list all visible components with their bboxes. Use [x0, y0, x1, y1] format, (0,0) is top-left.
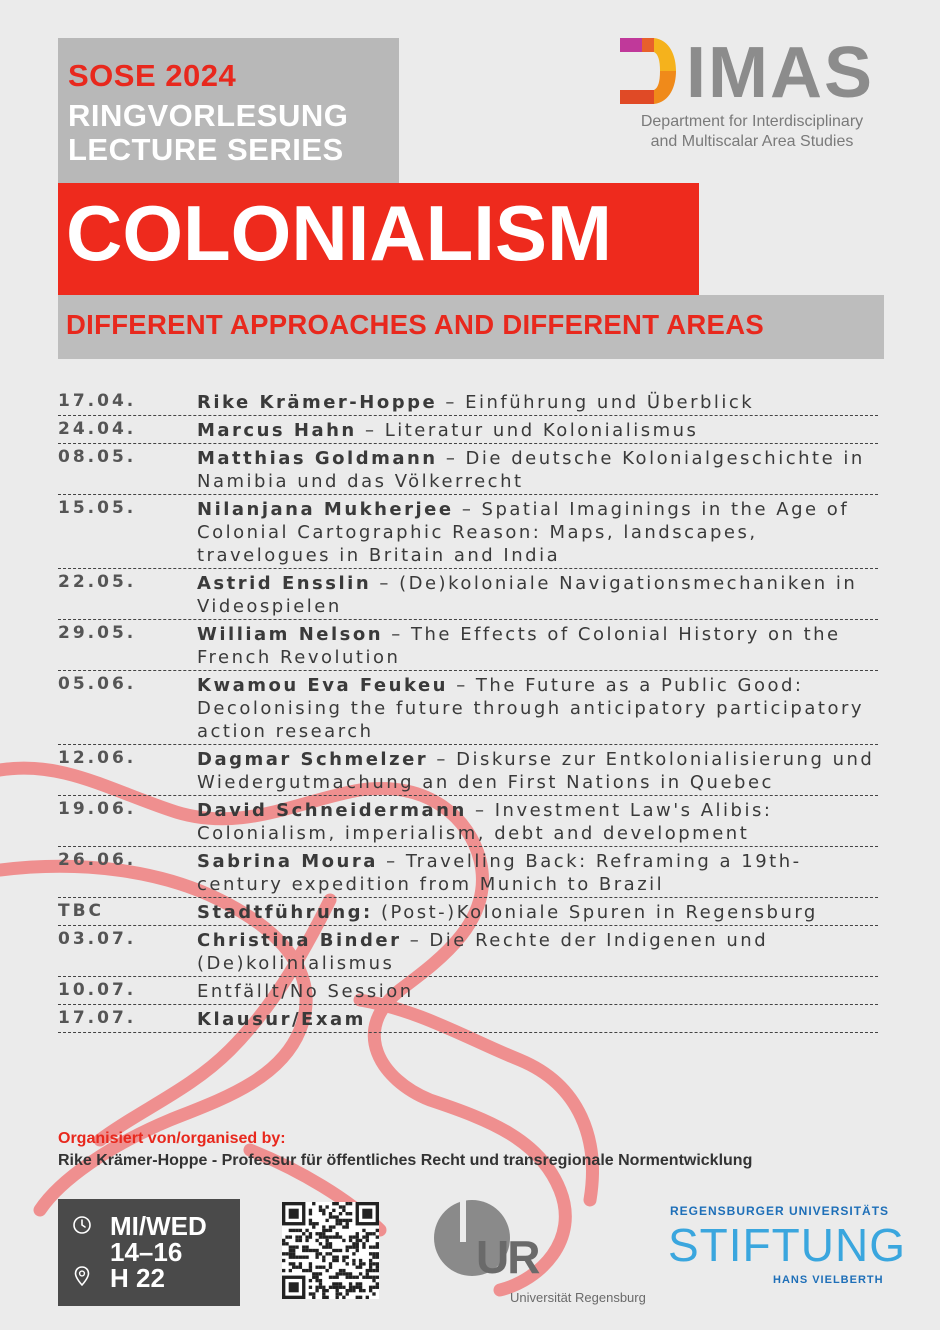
session-speaker: Christina Binder — [197, 930, 402, 951]
session-date: 17.04. — [58, 391, 137, 411]
session-description — [197, 674, 878, 743]
clock-icon — [72, 1215, 92, 1235]
session-topic: – Die deutsche Kolonialgeschichte in Namibia und das Völkerrecht — [197, 448, 865, 492]
organiser-block — [58, 1130, 752, 1170]
session-date: 26.06. — [58, 850, 137, 870]
ur-logo-letters: UR — [476, 1231, 539, 1283]
lecture-room: H 22 — [110, 1263, 165, 1293]
session-description — [197, 748, 878, 794]
lecture-time: 14–16 — [110, 1237, 183, 1267]
schedule-row — [58, 847, 878, 898]
lecture-day: MI/WED — [110, 1211, 207, 1241]
ur-name: Universität Regensburg — [510, 1290, 646, 1305]
session-description — [197, 498, 878, 567]
session-topic: – The Future as a Public Good: Decolonising the future through anticipatory participatory action research — [197, 675, 865, 742]
stiftung-top-text: REGENSBURGER UNIVERSITÄTS — [670, 1204, 890, 1218]
session-date: 15.05. — [58, 498, 137, 518]
series-label-de: RINGVORLESUNG — [68, 98, 349, 133]
schedule-row — [58, 388, 878, 416]
session-date: 24.04. — [58, 419, 137, 439]
time-location-box — [58, 1199, 240, 1306]
stiftung-main-text: STIFTUNG — [668, 1219, 906, 1271]
schedule-row — [58, 569, 878, 620]
session-topic: – Literatur und Kolonialismus — [356, 420, 699, 441]
session-topic: – Diskurse zur Entkolonialisierung und Wiedergutmachung an den First Nations in Quebec — [197, 749, 875, 793]
lecture-schedule — [58, 388, 878, 1033]
dimas-logo — [618, 33, 888, 156]
session-speaker: Matthias Goldmann — [197, 448, 438, 469]
page-subtitle: DIFFERENT APPROACHES AND DIFFERENT AREAS — [66, 309, 764, 340]
series-label-en: LECTURE SERIES — [68, 132, 344, 167]
semester-label: SOSE 2024 — [68, 58, 237, 93]
session-topic: Entfällt/No Session — [197, 981, 414, 1002]
session-topic: – The Effects of Colonial History on the French Revolution — [197, 624, 841, 668]
session-date: 03.07. — [58, 929, 137, 949]
session-topic: – Spatial Imaginings in the Age of Colonial Cartographic Reason: Maps, landscapes, travelogues in Britain and India — [197, 499, 850, 566]
session-description — [197, 901, 878, 924]
session-description — [197, 623, 878, 669]
session-speaker: Klausur/Exam — [197, 1009, 366, 1030]
session-date: 17.07. — [58, 1008, 137, 1028]
schedule-row — [58, 926, 878, 977]
session-speaker: Nilanjana Mukherjee — [197, 499, 454, 520]
location-pin-icon — [72, 1265, 92, 1287]
session-description — [197, 929, 878, 975]
page-title: COLONIALISM — [66, 189, 612, 277]
session-topic: – Investment Law's Alibis: Colonialism, imperialism, debt and development — [197, 800, 773, 844]
university-regensburg-logo — [432, 1198, 672, 1308]
session-description — [197, 447, 878, 493]
schedule-row — [58, 1005, 878, 1033]
schedule-row — [58, 416, 878, 444]
schedule-row — [58, 444, 878, 495]
session-date: TBC — [58, 901, 105, 921]
session-description — [197, 850, 878, 896]
stiftung-logo — [668, 1204, 906, 1294]
dimas-wordmark: IMAS — [686, 33, 874, 113]
session-topic: – (De)koloniale Navigationsmechaniken in Videospielen — [197, 573, 858, 617]
session-date: 08.05. — [58, 447, 137, 467]
organiser-label: Organisiert von/organised by: — [58, 1130, 286, 1147]
session-description — [197, 1008, 878, 1031]
schedule-row — [58, 898, 878, 926]
session-speaker: Kwamou Eva Feukeu — [197, 675, 448, 696]
session-date: 10.07. — [58, 980, 137, 1000]
schedule-row — [58, 620, 878, 671]
session-speaker: Rike Krämer-Hoppe — [197, 392, 438, 413]
session-description — [197, 572, 878, 618]
session-topic: – Travelling Back: Reframing a 19th-century expedition from Munich to Brazil — [197, 851, 802, 895]
session-topic: – Die Rechte der Indigenen und (De)kolinialismus — [197, 930, 769, 974]
dimas-d-icon — [620, 38, 676, 104]
session-topic: – Einführung und Überblick — [437, 392, 755, 413]
dimas-department-name: Department for Interdisciplinary and Multiscalar Area Studies — [640, 113, 864, 150]
session-speaker: Astrid Ensslin — [197, 573, 372, 594]
session-date: 29.05. — [58, 623, 137, 643]
session-speaker: David Schneidermann — [197, 800, 467, 821]
session-topic: (Post-)Koloniale Spuren in Regensburg — [372, 902, 818, 923]
session-description — [197, 391, 878, 414]
organiser-text: Rike Krämer-Hoppe - Professur für öffentliches Recht und transregionale Normentwicklung — [58, 1152, 753, 1169]
session-description — [197, 980, 878, 1003]
schedule-row — [58, 745, 878, 796]
schedule-row — [58, 796, 878, 847]
session-date: 19.06. — [58, 799, 137, 819]
session-date: 12.06. — [58, 748, 137, 768]
schedule-row — [58, 977, 878, 1005]
session-speaker: Stadtführung: — [197, 902, 373, 923]
session-speaker: Sabrina Moura — [197, 851, 378, 872]
session-description — [197, 419, 878, 442]
schedule-row — [58, 495, 878, 569]
schedule-row — [58, 671, 878, 745]
session-speaker: Dagmar Schmelzer — [197, 749, 429, 770]
session-date: 22.05. — [58, 572, 137, 592]
session-speaker: Marcus Hahn — [197, 420, 357, 441]
qr-code[interactable] — [282, 1202, 379, 1299]
session-description — [197, 799, 878, 845]
stiftung-bottom-text: HANS VIELBERTH — [773, 1274, 884, 1286]
series-label — [68, 99, 348, 167]
session-speaker: William Nelson — [197, 624, 384, 645]
session-date: 05.06. — [58, 674, 137, 694]
